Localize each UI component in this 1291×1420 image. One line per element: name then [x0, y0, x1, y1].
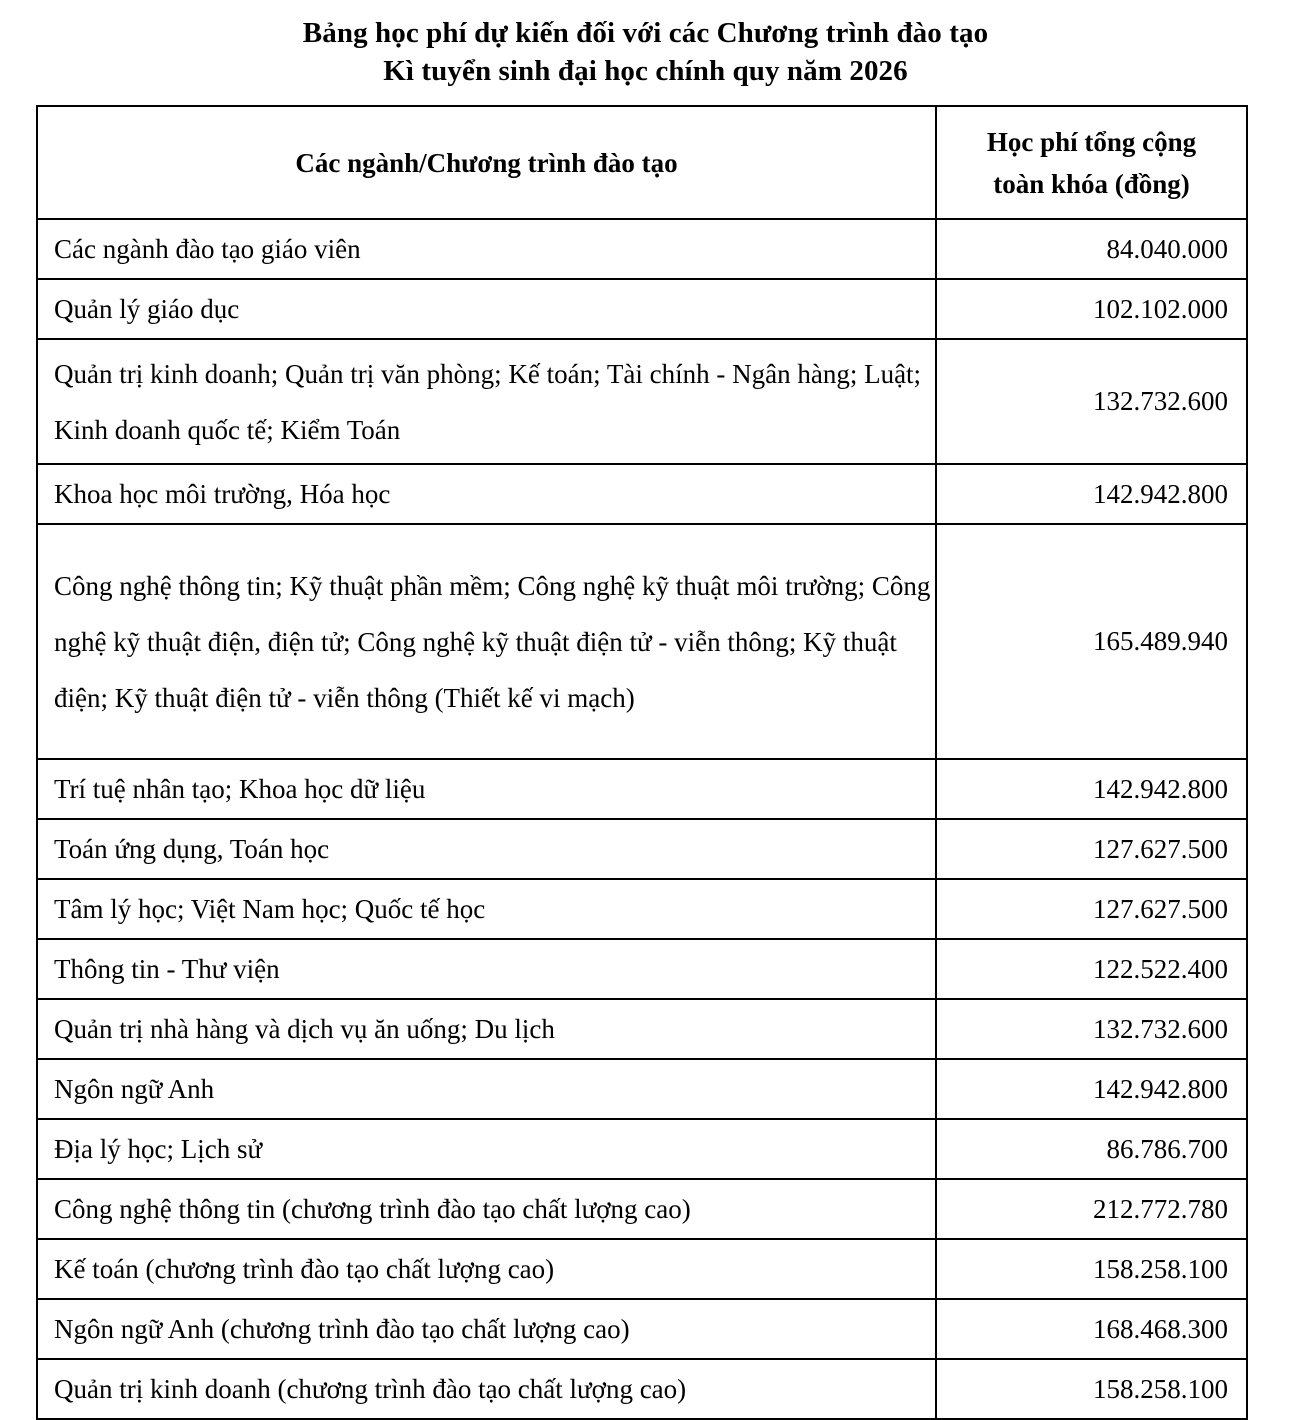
cell-fee: 102.102.000: [936, 279, 1247, 339]
cell-fee: 142.942.800: [936, 1059, 1247, 1119]
title-line-1: Bảng học phí dự kiến đối với các Chương trình đào tạo: [302, 17, 989, 49]
column-header-fee: [936, 106, 1247, 219]
table-header: [37, 106, 1247, 219]
cell-fee: 212.772.780: [936, 1179, 1247, 1239]
cell-program: Trí tuệ nhân tạo; Khoa học dữ liệu: [37, 759, 936, 819]
cell-program: Quản trị nhà hàng và dịch vụ ăn uống; Du lịch: [37, 999, 936, 1059]
cell-program: Địa lý học; Lịch sử: [37, 1119, 936, 1179]
table-row: [37, 1119, 1247, 1179]
cell-program: Ngôn ngữ Anh: [37, 1059, 936, 1119]
table-row: [37, 879, 1247, 939]
cell-program: Tâm lý học; Việt Nam học; Quốc tế học: [37, 879, 936, 939]
table-row: [37, 759, 1247, 819]
title-line-2: Kì tuyển sinh đại học chính quy năm 2026: [383, 55, 908, 87]
table-row: [37, 1299, 1247, 1359]
table-row: [37, 1359, 1247, 1419]
tuition-fee-table: [36, 105, 1248, 1420]
cell-fee: 127.627.500: [936, 819, 1247, 879]
column-header-program-label: Các ngành/Chương trình đào tạo: [295, 147, 678, 178]
table-row: [37, 999, 1247, 1059]
cell-program: Thông tin - Thư viện: [37, 939, 936, 999]
cell-fee: 86.786.700: [936, 1119, 1247, 1179]
document-title: [0, 0, 1291, 90]
cell-fee: 127.627.500: [936, 879, 1247, 939]
column-header-program: [37, 106, 936, 219]
table-row: [37, 339, 1247, 464]
column-header-fee-line-2: toàn khóa (đồng): [993, 168, 1190, 199]
tuition-fee-table-container: [36, 105, 1246, 1420]
cell-fee: 132.732.600: [936, 999, 1247, 1059]
table-row: [37, 219, 1247, 279]
table-row: [37, 819, 1247, 879]
cell-program: Kế toán (chương trình đào tạo chất lượng cao): [37, 1239, 936, 1299]
table-header-row: [37, 106, 1247, 219]
cell-fee: 168.468.300: [936, 1299, 1247, 1359]
cell-fee: 142.942.800: [936, 759, 1247, 819]
table-row: [37, 1059, 1247, 1119]
cell-program: Quản lý giáo dục: [37, 279, 936, 339]
table-row: [37, 939, 1247, 999]
cell-program: Các ngành đào tạo giáo viên: [37, 219, 936, 279]
cell-fee: 158.258.100: [936, 1239, 1247, 1299]
table-row: [37, 279, 1247, 339]
cell-program: Quản trị kinh doanh (chương trình đào tạo chất lượng cao): [37, 1359, 936, 1419]
cell-fee: 122.522.400: [936, 939, 1247, 999]
cell-program: Ngôn ngữ Anh (chương trình đào tạo chất lượng cao): [37, 1299, 936, 1359]
cell-program: Công nghệ thông tin (chương trình đào tạo chất lượng cao): [37, 1179, 936, 1239]
cell-fee: 158.258.100: [936, 1359, 1247, 1419]
cell-program: Công nghệ thông tin; Kỹ thuật phần mềm; Công nghệ kỹ thuật môi trường; Công nghệ kỹ thuật điện, điện tử; Công nghệ kỹ thuật điện tử - viễn thông; Kỹ thuật điện; Kỹ thuật điện tử - viễn thông (Thiết kế vi mạch): [37, 524, 936, 759]
cell-fee: 142.942.800: [936, 464, 1247, 524]
column-header-fee-line-1: Học phí tổng cộng: [986, 126, 1197, 157]
table-row: [37, 464, 1247, 524]
table-row: [37, 524, 1247, 759]
table-body: [37, 219, 1247, 1419]
cell-program: Khoa học môi trường, Hóa học: [37, 464, 936, 524]
cell-fee: 165.489.940: [936, 524, 1247, 759]
table-row: [37, 1239, 1247, 1299]
cell-fee: 84.040.000: [936, 219, 1247, 279]
table-row: [37, 1179, 1247, 1239]
cell-fee: 132.732.600: [936, 339, 1247, 464]
cell-program: Toán ứng dụng, Toán học: [37, 819, 936, 879]
cell-program: Quản trị kinh doanh; Quản trị văn phòng; Kế toán; Tài chính - Ngân hàng; Luật; Kinh doanh quốc tế; Kiểm Toán: [37, 339, 936, 464]
